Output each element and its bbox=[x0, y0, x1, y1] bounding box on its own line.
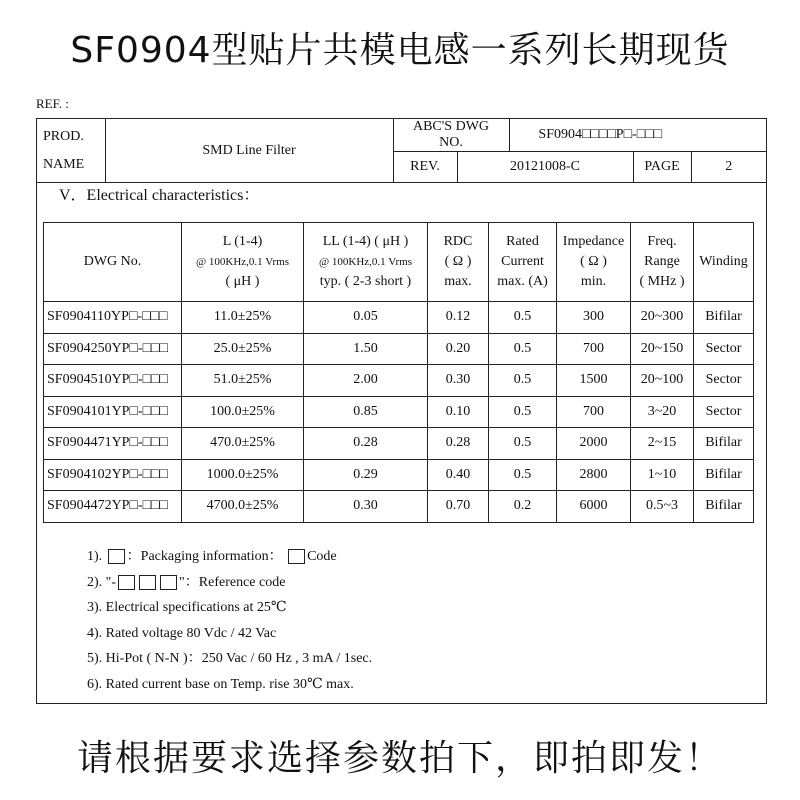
col-header-freq-line2: Range bbox=[644, 254, 680, 269]
col-header-freq-line1: Freq. bbox=[647, 234, 677, 249]
section-title: V．Electrical characteristics： bbox=[59, 187, 260, 204]
prod-label-line1: PROD. bbox=[43, 128, 84, 144]
placeholder-box-icon bbox=[108, 549, 125, 564]
cell-l: 11.0±25% bbox=[182, 302, 304, 334]
cell-l: 100.0±25% bbox=[182, 396, 304, 428]
cell-freq: 20~100 bbox=[631, 365, 694, 397]
note-3: 3). Electrical specifications at 25℃ bbox=[87, 600, 287, 615]
cell-rdc: 0.10 bbox=[428, 396, 489, 428]
note-1-code: Code bbox=[307, 549, 337, 564]
cell-rdc: 0.70 bbox=[428, 491, 489, 523]
col-header-dwg bbox=[44, 223, 182, 302]
col-header-imp-line3: min. bbox=[580, 274, 607, 289]
col-header-ll-line1: LL (1-4) ( μH ) bbox=[322, 234, 409, 249]
col-header-imp-line2: ( Ω ) bbox=[580, 254, 607, 269]
col-header-rdc bbox=[428, 223, 489, 302]
note-6: 6). Rated current base on Temp. rise 30℃ max. bbox=[87, 676, 354, 692]
cell-imp: 6000 bbox=[557, 491, 631, 523]
cell-rated: 0.5 bbox=[489, 365, 557, 397]
col-header-impedance bbox=[557, 223, 631, 302]
bottom-banner-text: 请根据要求选择参数拍下，即拍即发！ bbox=[76, 738, 723, 779]
cell-freq: 3~20 bbox=[631, 396, 694, 428]
col-header-freq bbox=[631, 223, 694, 302]
cell-l: 4700.0±25% bbox=[182, 491, 304, 523]
cell-dwg: SF0904101YP□-□□□ bbox=[44, 396, 182, 428]
dwg-value: SF0904□□□□P□-□□□ bbox=[509, 119, 691, 152]
col-header-rated-line3: max. (A) bbox=[497, 274, 548, 289]
col-header-rdc-line3: max. bbox=[444, 274, 472, 289]
note-1-text: ：Packaging information： bbox=[126, 549, 283, 564]
cell-winding: Sector bbox=[694, 333, 754, 365]
col-header-ll-line3: typ. ( 2-3 short ) bbox=[319, 274, 412, 289]
placeholder-box-icon bbox=[160, 575, 177, 590]
placeholder-box-icon bbox=[139, 575, 156, 590]
cell-dwg: SF0904510YP□-□□□ bbox=[44, 365, 182, 397]
col-header-winding bbox=[694, 223, 754, 302]
cell-imp: 700 bbox=[557, 396, 631, 428]
cell-rated: 0.5 bbox=[489, 396, 557, 428]
cell-ll: 2.00 bbox=[304, 365, 428, 397]
table-row bbox=[44, 459, 754, 491]
product-name: SMD Line Filter bbox=[105, 119, 393, 183]
col-header-l-line3: ( μH ) bbox=[225, 274, 260, 289]
cell-rdc: 0.20 bbox=[428, 333, 489, 365]
col-header-ll bbox=[304, 223, 428, 302]
note-2-text: "：Reference code bbox=[179, 574, 286, 590]
electrical-table bbox=[43, 222, 754, 523]
cell-ll: 0.85 bbox=[304, 396, 428, 428]
cell-rdc: 0.12 bbox=[428, 302, 489, 334]
note-1-number: 1). bbox=[87, 549, 103, 564]
cell-imp: 300 bbox=[557, 302, 631, 334]
cell-rdc: 0.40 bbox=[428, 459, 489, 491]
rev-label: REV. bbox=[393, 152, 457, 183]
cell-imp: 1500 bbox=[557, 365, 631, 397]
col-header-rated-current bbox=[489, 223, 557, 302]
col-header-freq-line3: ( MHz ) bbox=[639, 274, 685, 289]
cell-rated: 0.5 bbox=[489, 333, 557, 365]
dwg-label: ABC'S DWG NO. bbox=[393, 119, 509, 152]
cell-imp: 2000 bbox=[557, 428, 631, 460]
notes-list bbox=[87, 547, 372, 700]
cell-freq: 0.5~3 bbox=[631, 491, 694, 523]
ref-label: REF. : bbox=[36, 96, 69, 111]
col-header-ll-line2: @ 100KHz,0.1 Vrms bbox=[319, 256, 412, 268]
cell-imp: 700 bbox=[557, 333, 631, 365]
header-table bbox=[37, 119, 766, 183]
cell-rated: 0.5 bbox=[489, 428, 557, 460]
cell-dwg: SF0904250YP□-□□□ bbox=[44, 333, 182, 365]
cell-freq: 2~15 bbox=[631, 428, 694, 460]
col-header-l-line1: L (1-4) bbox=[222, 234, 263, 249]
note-1 bbox=[87, 547, 372, 573]
table-header-row bbox=[44, 223, 754, 302]
top-banner-title: SF0904型贴片共模电感一系列长期现货 bbox=[70, 30, 730, 71]
col-header-winding-text: Winding bbox=[699, 254, 748, 269]
cell-rated: 0.2 bbox=[489, 491, 557, 523]
col-header-rdc-line1: RDC bbox=[443, 234, 473, 249]
cell-ll: 0.29 bbox=[304, 459, 428, 491]
col-header-l bbox=[182, 223, 304, 302]
cell-l: 1000.0±25% bbox=[182, 459, 304, 491]
cell-rdc: 0.28 bbox=[428, 428, 489, 460]
table-row bbox=[44, 491, 754, 523]
note-5: 5). Hi-Pot ( N-N )：250 Vac / 60 Hz , 3 mA / 1sec. bbox=[87, 651, 373, 666]
cell-l: 25.0±25% bbox=[182, 333, 304, 365]
cell-dwg: SF0904472YP□-□□□ bbox=[44, 491, 182, 523]
cell-rated: 0.5 bbox=[489, 302, 557, 334]
cell-rated: 0.5 bbox=[489, 459, 557, 491]
cell-winding: Bifilar bbox=[694, 491, 754, 523]
cell-rdc: 0.30 bbox=[428, 365, 489, 397]
cell-ll: 0.28 bbox=[304, 428, 428, 460]
cell-dwg: SF0904471YP□-□□□ bbox=[44, 428, 182, 460]
cell-ll: 0.30 bbox=[304, 491, 428, 523]
cell-l: 51.0±25% bbox=[182, 365, 304, 397]
col-header-imp-line1: Impedance bbox=[562, 234, 625, 249]
note-2-prefix: 2). "- bbox=[87, 574, 117, 590]
cell-ll: 1.50 bbox=[304, 333, 428, 365]
table-body bbox=[44, 302, 754, 523]
cell-winding: Sector bbox=[694, 365, 754, 397]
prod-label-line2: NAME bbox=[43, 156, 85, 172]
table-row bbox=[44, 302, 754, 334]
note-4: 4). Rated voltage 80 Vdc / 42 Vac bbox=[87, 625, 277, 641]
cell-winding: Bifilar bbox=[694, 302, 754, 334]
table-row bbox=[44, 333, 754, 365]
cell-freq: 20~300 bbox=[631, 302, 694, 334]
cell-dwg: SF0904102YP□-□□□ bbox=[44, 459, 182, 491]
col-header-dwg-text: DWG No. bbox=[83, 254, 142, 269]
placeholder-box-icon bbox=[118, 575, 135, 590]
prod-name-label bbox=[37, 119, 105, 183]
cell-freq: 1~10 bbox=[631, 459, 694, 491]
cell-winding: Sector bbox=[694, 396, 754, 428]
table-row bbox=[44, 396, 754, 428]
page-value: 2 bbox=[691, 152, 766, 183]
cell-winding: Bifilar bbox=[694, 428, 754, 460]
note-2 bbox=[87, 573, 372, 599]
cell-imp: 2800 bbox=[557, 459, 631, 491]
col-header-rated-line2: Current bbox=[501, 254, 544, 269]
table-row bbox=[44, 428, 754, 460]
spec-sheet bbox=[36, 118, 767, 704]
cell-ll: 0.05 bbox=[304, 302, 428, 334]
cell-freq: 20~150 bbox=[631, 333, 694, 365]
col-header-rdc-line2: ( Ω ) bbox=[444, 254, 472, 269]
cell-dwg: SF0904110YP□-□□□ bbox=[44, 302, 182, 334]
col-header-rated-line1: Rated bbox=[506, 234, 539, 249]
cell-l: 470.0±25% bbox=[182, 428, 304, 460]
col-header-l-line2: @ 100KHz,0.1 Vrms bbox=[196, 256, 289, 268]
page-label: PAGE bbox=[633, 152, 691, 183]
rev-value: 20121008-C bbox=[457, 152, 633, 183]
cell-winding: Bifilar bbox=[694, 459, 754, 491]
table-row bbox=[44, 365, 754, 397]
placeholder-box-icon bbox=[288, 549, 305, 564]
